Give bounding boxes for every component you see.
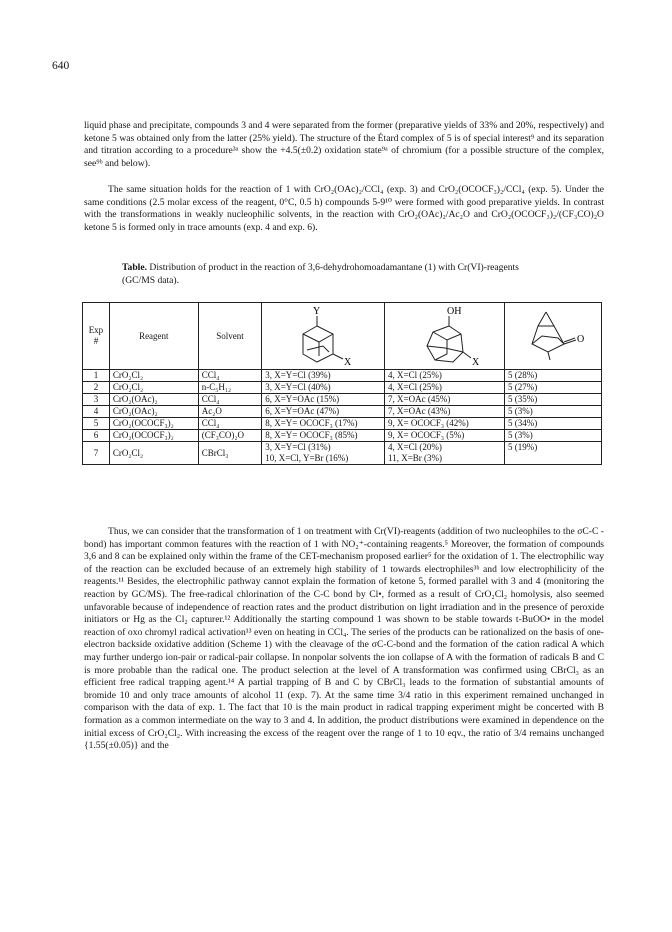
struct-label-oh: OH: [446, 306, 461, 317]
header-structure-ketone: [505, 303, 602, 370]
cell-reagent: CrO₂Cl₂: [109, 370, 198, 382]
cell-exp: 6: [83, 430, 110, 442]
cell-reagent: CrO₂(OAc)₂: [109, 394, 198, 406]
cell-product-c: 5 (3%): [505, 406, 602, 418]
cell-product-b: 9, X= OCOCF₃ (5%): [385, 430, 505, 442]
table-row: [83, 406, 602, 418]
header-structure-dihalide: [262, 303, 385, 370]
cell-product-a-extra: 10, X=Cl, Y=Br (16%): [262, 453, 385, 465]
alcohol-structure-icon: [395, 304, 495, 368]
cell-solvent: CCl₄: [198, 370, 261, 382]
caption-text: Distribution of product in the reaction of 3,6-dehydrohomoadamantane (1) with Cr(VI)-reagents (GC/MS data).: [122, 262, 519, 286]
table-row: [83, 394, 602, 406]
header-exp: Exp #: [83, 303, 110, 370]
cell-product-b: 4, X=Cl (25%): [385, 382, 505, 394]
page-number: 640: [52, 60, 70, 72]
cell-product-b: 4, X=Cl (25%): [385, 370, 505, 382]
cell-reagent: CrO₂Cl₂: [109, 442, 198, 465]
cell-product-a: 8, X=Y= OCOCF₃ (85%): [262, 430, 385, 442]
cell-product-c: 5 (27%): [505, 382, 602, 394]
cell-solvent: (CF₃CO)₂O: [198, 430, 261, 442]
cell-solvent: CCl₄: [198, 394, 261, 406]
paragraph-3: [84, 526, 604, 753]
cell-product-a: 6, X=Y=OAc (15%): [262, 394, 385, 406]
cell-product-c: 5 (19%): [505, 442, 602, 465]
struct-label-x2: X: [471, 357, 479, 368]
cell-product-b: 9, X= OCOCF₃ (42%): [385, 418, 505, 430]
ketone-structure-icon: [508, 304, 598, 368]
cell-product-b: 7, X=OAc (43%): [385, 406, 505, 418]
cell-product-a: 6, X=Y=OAc (47%): [262, 406, 385, 418]
cell-reagent: CrO₂(OAc)₂: [109, 406, 198, 418]
cell-product-a: 8, X=Y= OCOCF₃ (17%): [262, 418, 385, 430]
cell-solvent: Ac₂O: [198, 406, 261, 418]
cell-reagent: CrO₂(OCOCF₃)₂: [109, 418, 198, 430]
table-header-row: [83, 303, 602, 370]
cell-product-b: 7, X=OAc (45%): [385, 394, 505, 406]
table-row: [83, 418, 602, 430]
paragraph-2: [84, 184, 604, 234]
cell-product-c: 5 (35%): [505, 394, 602, 406]
cell-product-b: 4, X=Cl (20%): [385, 442, 505, 454]
paragraph-2-text: The same situation holds for the reaction of 1 with CrO₂(OAc)₂/CCl₄ (exp. 3) and CrO₂(OCOCF₃)₂/CCl₄ (exp. 5). Under the same conditions (2.5 molar excess of the reagent, 0°C, 0.5 h) compounds 5-9¹⁰ were formed with good preparative yields. In contrast with the transformations in weakly nucleophilic solvents, in the reaction with CrO₂(OAc)₂/Ac₂O and CrO₂(OCOCF₃)₂/(CF₃CO)₂O ketone 5 is formed only in trace amounts (exp. 4 and exp. 6).: [84, 184, 604, 233]
table-caption: [122, 262, 542, 287]
product-table: [82, 302, 602, 465]
paragraph-1: [84, 120, 604, 170]
cell-exp: 7: [83, 442, 110, 465]
struct-label-x1: X: [344, 357, 352, 368]
struct-label-y: Y: [313, 306, 321, 317]
paragraph-3-text: Thus, we can consider that the transformation of 1 on treatment with Cr(VI)-reagents (addition of two nucleophiles to the σC-C -bond) has important common features with the reaction of 1 with NO₂⁺-containing reagents.⁵ Moreover, the formation of compounds 3,6 and 8 can be explained only within the frame of the CET-mechanism proposed earlier⁵ for the oxidation of 1. The electrophilic way of the reaction can be excluded because of an extremely high stability of 1 towards electrophiles³ᵇ and low electrophilicity of the reagents.¹¹ Besides, the electrophilic pathway cannot explain the formation of ketone 5, formed parallel with 3 and 4 (monitoring the reaction by GC/MS). The free-radical chlorination of the C-C bond by Cl•, formed as a result of CrO₂Cl₂ homolysis, also seemed unfavorable because of independence of reaction rates and the product distribution on light irradiation and in the presence of peroxide initiators or Hg as the Cl₂ capturer.¹² Additionally the starting compound 1 was shown to be stable towards t-BuOO• in the model reaction of oxo chromyl radical activation¹³ even on heating in CCl₄. The series of the products can be rationalized on the basis of one-electron backside oxidative addition (Scheme 1) with the cleavage of the σC-C-bond and the formation of the cation radical A which may further undergo ion-pair or radical-pair collapse. In nonpolar solvents the ion collapse of A with the formation of radicals B and C is more probable than the radical one. The product selection at the level of A transformation was confirmed using CBrCl₃ as an efficient free radical trapping agent.¹⁴ A partial trapping of B and C by CBrCl₃ leads to the formation of substantial amounts of bromide 10 and only trace amounts of alcohol 11 (exp. 7). At the same time 3/4 ratio in this experiment remained unchanged in comparison with the data of exp. 1. The fact that 10 is the main product in radical trapping experiment might be concerted with B formation as a common intermediate on the way to 3 and 4. In addition, the product distributions were examined in dependence on the initial excess of CrO₂Cl₂. With increasing the excess of the reagent over the range of 1 to 10 eqv., the ratio of 3/4 remains unchanged {1.55(±0.05)} and the: [84, 526, 604, 752]
cell-product-c: 5 (3%): [505, 430, 602, 442]
cell-reagent: CrO₂(OCOCF₃)₂: [109, 430, 198, 442]
table-row: [83, 442, 602, 454]
cell-exp: 3: [83, 394, 110, 406]
cell-exp: 5: [83, 418, 110, 430]
cell-product-a: 3, X=Y=Cl (40%): [262, 382, 385, 394]
cell-solvent: CCl₄: [198, 418, 261, 430]
paragraph-1-text: liquid phase and precipitate, compounds 3 and 4 were separated from the former (preparative yields of 33% and 20%, respectively) and ketone 5 was obtained only from the latter (25% yield). The structure of the Étard complex of 5 is of special interest⁹ and its separation and titration according to a procedure³ᵃ show the +4.5(±0.2) oxidation state⁹ᵃ of chromium (for a possible structure of the complex, see⁹ᵇ and below).: [84, 120, 605, 169]
header-structure-alcohol: [385, 303, 505, 370]
cell-product-c: 5 (34%): [505, 418, 602, 430]
dihalide-structure-icon: [273, 304, 373, 368]
cell-product-c: 5 (28%): [505, 370, 602, 382]
cell-exp: 1: [83, 370, 110, 382]
cell-reagent: CrO₂Cl₂: [109, 382, 198, 394]
cell-solvent: n-C₅H₁₂: [198, 382, 261, 394]
caption-label: Table.: [122, 262, 147, 273]
table-row: [83, 370, 602, 382]
cell-exp: 2: [83, 382, 110, 394]
struct-label-o: O: [577, 334, 585, 345]
cell-solvent: CBrCl₃: [198, 442, 261, 465]
header-reagent: Reagent: [109, 303, 198, 370]
header-solvent: Solvent: [198, 303, 261, 370]
cell-product-b-extra: 11, X=Br (3%): [385, 453, 505, 465]
cell-exp: 4: [83, 406, 110, 418]
table-row: [83, 382, 602, 394]
table-row: [83, 430, 602, 442]
cell-product-a: 3, X=Y=Cl (31%): [262, 442, 385, 454]
cell-product-a: 3, X=Y=Cl (39%): [262, 370, 385, 382]
